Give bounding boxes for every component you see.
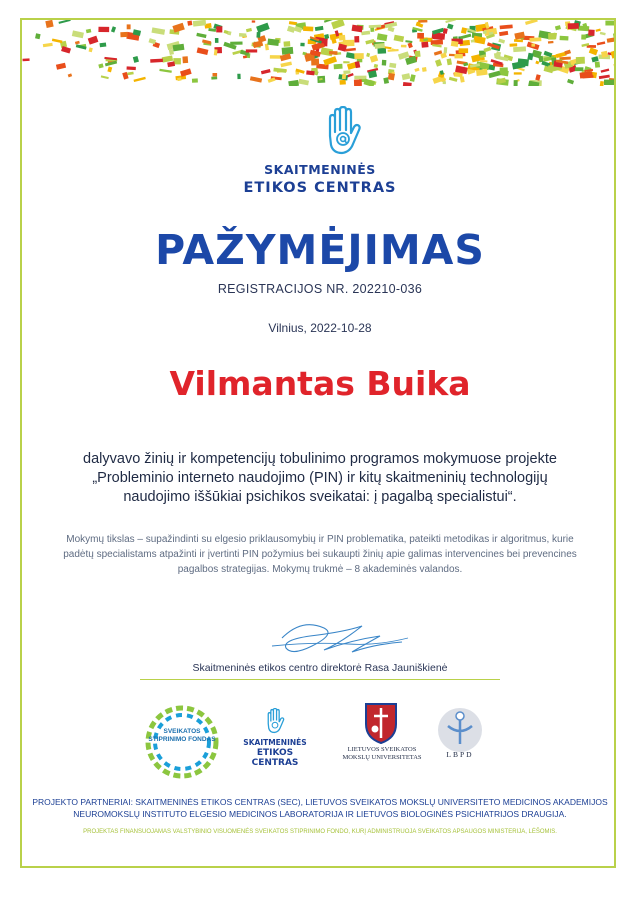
mosaic-tile bbox=[394, 35, 405, 42]
mosaic-tile bbox=[120, 32, 127, 37]
mosaic-tile bbox=[192, 78, 198, 82]
mosaic-tile bbox=[414, 68, 419, 72]
mosaic-tile bbox=[127, 24, 131, 29]
mosaic-tile bbox=[127, 72, 134, 76]
mosaic-tile bbox=[342, 74, 346, 79]
mosaic-tile bbox=[303, 26, 313, 31]
mosaic-tile bbox=[535, 61, 539, 65]
mosaic-tile bbox=[416, 22, 420, 27]
mosaic-tile bbox=[514, 39, 523, 42]
mosaic-tile bbox=[591, 56, 598, 62]
health-fund-label: SVEIKATOS STIPRINIMO FONDAS bbox=[148, 728, 216, 743]
mosaic-tile bbox=[343, 61, 349, 63]
mosaic-tile bbox=[101, 75, 109, 79]
mosaic-tile bbox=[298, 79, 309, 86]
mosaic-tile bbox=[300, 43, 304, 47]
mosaic-tile bbox=[331, 20, 345, 29]
mosaic-tile bbox=[354, 36, 359, 42]
mosaic-tile bbox=[600, 81, 604, 86]
mosaic-tile bbox=[596, 29, 601, 32]
mosaic-tile bbox=[488, 71, 500, 79]
mosaic-tile bbox=[324, 34, 329, 39]
mosaic-tile bbox=[150, 59, 163, 63]
mosaic-tile bbox=[410, 74, 416, 82]
mosaic-tile bbox=[500, 24, 513, 29]
mosaic-tile bbox=[159, 69, 172, 73]
mosaic-tile bbox=[323, 56, 337, 66]
mosaic-tile bbox=[343, 70, 350, 74]
mosaic-tile bbox=[601, 51, 608, 58]
mosaic-tile bbox=[388, 73, 395, 80]
mosaic-tile bbox=[498, 39, 505, 44]
mosaic-tile bbox=[134, 77, 146, 82]
mosaic-tile bbox=[43, 43, 53, 48]
mosaic-tile bbox=[600, 32, 606, 36]
mosaic-tile bbox=[514, 72, 522, 74]
mosaic-tile bbox=[366, 53, 370, 57]
mosaic-tile bbox=[422, 67, 427, 72]
mosaic-tile bbox=[408, 42, 413, 48]
mosaic-tile bbox=[431, 40, 443, 45]
org-name-line1: SKAITMENINĖS bbox=[264, 162, 376, 177]
mosaic-tile bbox=[288, 80, 299, 86]
mosaic-tile bbox=[187, 21, 192, 26]
mosaic-tile bbox=[560, 36, 569, 41]
mosaic-tile bbox=[601, 68, 610, 72]
mosaic-tile bbox=[599, 75, 610, 79]
mosaic-tile bbox=[445, 20, 456, 23]
mosaic-tile bbox=[56, 63, 66, 70]
mosaic-tile bbox=[180, 68, 192, 76]
mosaic-tile bbox=[443, 81, 446, 84]
mosaic-tile bbox=[460, 76, 465, 82]
mosaic-tile bbox=[460, 34, 471, 40]
director-caption: Skaitmeninės etikos centro direktorė Rasa Jauniškienė bbox=[192, 662, 448, 674]
mosaic-tile bbox=[517, 58, 528, 66]
mosaic-tile bbox=[374, 64, 378, 68]
mosaic-tile bbox=[35, 33, 41, 39]
mosaic-tile bbox=[473, 36, 486, 45]
mosaic-tile bbox=[401, 45, 407, 48]
mosaic-tile bbox=[280, 61, 292, 67]
project-partners: PROJEKTO PARTNERIAI: SKAITMENINĖS ETIKOS CENTRAS (SEC), LIETUVOS SVEIKATOS MOKSLŲ UNIVERSITETO MEDICINOS AKADEMIJOS NEUROMOKSLŲ INSTITUTO ELGESIO MEDICINOS LABORATORIJA IR LIETUVOS BIOLOGINĖS PSICHIATRIJOS DRAUGIJA. bbox=[32, 797, 608, 819]
certificate-frame bbox=[20, 18, 616, 868]
mosaic-tile bbox=[216, 26, 222, 32]
mosaic-tile bbox=[510, 43, 518, 46]
director-signature bbox=[252, 616, 412, 662]
mosaic-tile bbox=[270, 55, 281, 59]
mosaic-tile bbox=[403, 82, 412, 86]
mosaic-tile bbox=[329, 51, 337, 55]
mosaic-tile bbox=[246, 28, 252, 32]
mosaic-tile bbox=[306, 70, 314, 75]
mosaic-tile bbox=[382, 60, 387, 66]
mosaic-tile bbox=[250, 76, 262, 82]
mosaic-banner bbox=[22, 20, 614, 86]
mosaic-tile bbox=[500, 67, 508, 74]
mosaic-tile bbox=[334, 64, 343, 69]
program-description: dalyvavo žinių ir kompetencijų tobulinimo programos mokymuose projekte „Probleminio interneto naudojimo (PIN) ir kitų skaitmeninių technologijų naudojimo iššūkiai psichikos sveikatai: į pagalbą specialistui“. bbox=[83, 451, 557, 505]
mosaic-tile bbox=[148, 38, 156, 44]
mosaic-tile bbox=[389, 63, 396, 68]
signature-divider bbox=[140, 679, 500, 680]
mosaic-tile bbox=[361, 31, 370, 36]
mosaic-tile bbox=[88, 36, 99, 45]
mosaic-tile bbox=[568, 23, 579, 29]
mosaic-tile bbox=[98, 27, 109, 32]
mosaic-tile bbox=[459, 48, 469, 53]
mosaic-tile bbox=[127, 66, 136, 70]
mosaic-tile bbox=[89, 47, 93, 52]
mosaic-tile bbox=[169, 49, 174, 55]
mosaic-tile bbox=[461, 27, 467, 34]
mosaic-tile bbox=[339, 35, 346, 41]
mosaic-tile bbox=[107, 67, 112, 73]
mosaic-tile bbox=[421, 42, 428, 48]
mosaic-tile bbox=[256, 23, 270, 33]
registration-number: REGISTRACIJOS NR. 202210-036 bbox=[217, 282, 423, 296]
mosaic-tile bbox=[581, 35, 586, 40]
mosaic-tile bbox=[607, 37, 614, 43]
mosaic-tile bbox=[415, 51, 421, 58]
mosaic-tile bbox=[575, 67, 583, 71]
mosaic-tile bbox=[605, 21, 614, 26]
sec-logo-line1: SKAITMENINĖS bbox=[243, 738, 307, 747]
mosaic-tile bbox=[340, 80, 346, 85]
mosaic-tile bbox=[282, 47, 294, 55]
mosaic-tile bbox=[133, 56, 139, 63]
mosaic-tile bbox=[213, 73, 218, 76]
mosaic-tile bbox=[451, 41, 459, 47]
mosaic-tile bbox=[197, 47, 209, 55]
mosaic-tile bbox=[239, 33, 246, 37]
mosaic-tile bbox=[567, 79, 574, 84]
mosaic-tile bbox=[354, 76, 366, 80]
mosaic-tile bbox=[405, 40, 412, 43]
mosaic-tile bbox=[588, 30, 595, 36]
mosaic-tile bbox=[513, 46, 526, 52]
mosaic-tile bbox=[527, 53, 533, 61]
mosaic-tile bbox=[196, 33, 206, 38]
mosaic-tile bbox=[595, 61, 600, 67]
mosaic-tile bbox=[346, 48, 356, 52]
hand-at-icon bbox=[322, 106, 364, 156]
mosaic-tile bbox=[548, 41, 554, 44]
mosaic-tile bbox=[402, 73, 411, 80]
mosaic-tile bbox=[61, 46, 71, 54]
mosaic-tile bbox=[499, 31, 508, 36]
mosaic-tile bbox=[253, 40, 264, 48]
mosaic-tile bbox=[354, 53, 363, 59]
training-aim: Mokymų tikslas – supažindinti su elgesio priklausomybių ir PIN problematika, pateikti metodikas ir algoritmus, kurie padėtų specialistams atpažinti ir įvertinti PIN požymius bei sukaupti žinių apie galimas intervencines bei prevencines pagalbos strategijas. Mokymų trukmė – 8 akademinės valandos. bbox=[63, 534, 577, 575]
mosaic-tile bbox=[447, 24, 454, 30]
mosaic-tile bbox=[59, 20, 71, 24]
mosaic-tile bbox=[98, 63, 103, 68]
mosaic-tile bbox=[182, 56, 188, 63]
mosaic-tile bbox=[273, 68, 286, 73]
mosaic-tile bbox=[525, 20, 538, 25]
mosaic-tile bbox=[167, 61, 175, 67]
mosaic-tile bbox=[45, 20, 53, 28]
mosaic-tile bbox=[215, 38, 219, 43]
mosaic-tile bbox=[531, 44, 535, 47]
sec-hand-icon bbox=[264, 708, 286, 734]
mosaic-tile bbox=[52, 39, 63, 44]
certificate-title: PAŽYMĖJIMAS bbox=[155, 226, 485, 274]
recipient-name: Vilmantas Buika bbox=[169, 364, 471, 403]
mosaic-tile bbox=[364, 79, 376, 86]
mosaic-tile bbox=[252, 20, 255, 22]
place-date: Vilnius, 2022-10-28 bbox=[268, 321, 372, 335]
mosaic-tile bbox=[280, 53, 291, 61]
mosaic-tile bbox=[237, 74, 240, 79]
mosaic-tile bbox=[111, 26, 116, 32]
mosaic-tile bbox=[597, 41, 606, 45]
funding-note: PROJEKTAS FINANSUOJAMAS VALSTYBINIO VISUOMENĖS SVEIKATOS STIPRINIMO FONDO, KURĮ ADMINISTRUOJA SVEIKATOS APSAUGOS MINISTERIJA, LĖŠOMIS. bbox=[83, 829, 557, 835]
mosaic-tile bbox=[576, 57, 585, 64]
mosaic-tile bbox=[455, 54, 463, 59]
mosaic-tile bbox=[100, 43, 107, 48]
mosaic-tile bbox=[417, 33, 424, 39]
lsmu-crest-icon bbox=[364, 702, 398, 744]
mosaic-tile bbox=[72, 30, 84, 38]
lsmu-label: LIETUVOS SVEIKATOS MOKSLŲ UNIVERSITETAS bbox=[342, 746, 422, 761]
mosaic-tile bbox=[555, 25, 561, 30]
mosaic-tile bbox=[162, 55, 173, 62]
mosaic-tile bbox=[514, 80, 518, 86]
mosaic-tile bbox=[604, 80, 614, 85]
mosaic-tile bbox=[214, 49, 218, 55]
mosaic-tile bbox=[151, 27, 165, 34]
mosaic-tile bbox=[435, 59, 442, 67]
mosaic-tile bbox=[494, 53, 500, 58]
mosaic-tile bbox=[589, 47, 598, 55]
mosaic-tile bbox=[211, 76, 217, 79]
mosaic-tile bbox=[354, 79, 362, 86]
org-name-line2: ETIKOS CENTRAS bbox=[243, 180, 397, 196]
mosaic-tile bbox=[483, 31, 487, 34]
mosaic-tile bbox=[449, 77, 458, 82]
mosaic-tile bbox=[370, 55, 379, 63]
mosaic-tile bbox=[529, 37, 541, 41]
mosaic-tile bbox=[243, 55, 247, 58]
mosaic-tile bbox=[193, 20, 206, 27]
mosaic-tile bbox=[86, 29, 92, 34]
mosaic-tile bbox=[208, 28, 216, 32]
mosaic-tile bbox=[535, 74, 541, 80]
mosaic-tile bbox=[23, 58, 30, 61]
mosaic-tile bbox=[284, 41, 291, 47]
sec-logo-line2: ETIKOS CENTRAS bbox=[251, 748, 299, 768]
mosaic-tile bbox=[315, 26, 324, 31]
mosaic-tile bbox=[447, 58, 452, 65]
mosaic-tile bbox=[75, 41, 80, 45]
mosaic-tile bbox=[246, 49, 257, 52]
mosaic-tile bbox=[287, 26, 295, 33]
mosaic-tile bbox=[377, 33, 388, 41]
lbpd-label: LBPD bbox=[446, 750, 474, 759]
mosaic-tile bbox=[172, 23, 184, 33]
mosaic-tile bbox=[261, 69, 271, 74]
mosaic-tile bbox=[564, 50, 571, 55]
mosaic-tile bbox=[68, 73, 72, 77]
mosaic-tile bbox=[484, 47, 492, 53]
